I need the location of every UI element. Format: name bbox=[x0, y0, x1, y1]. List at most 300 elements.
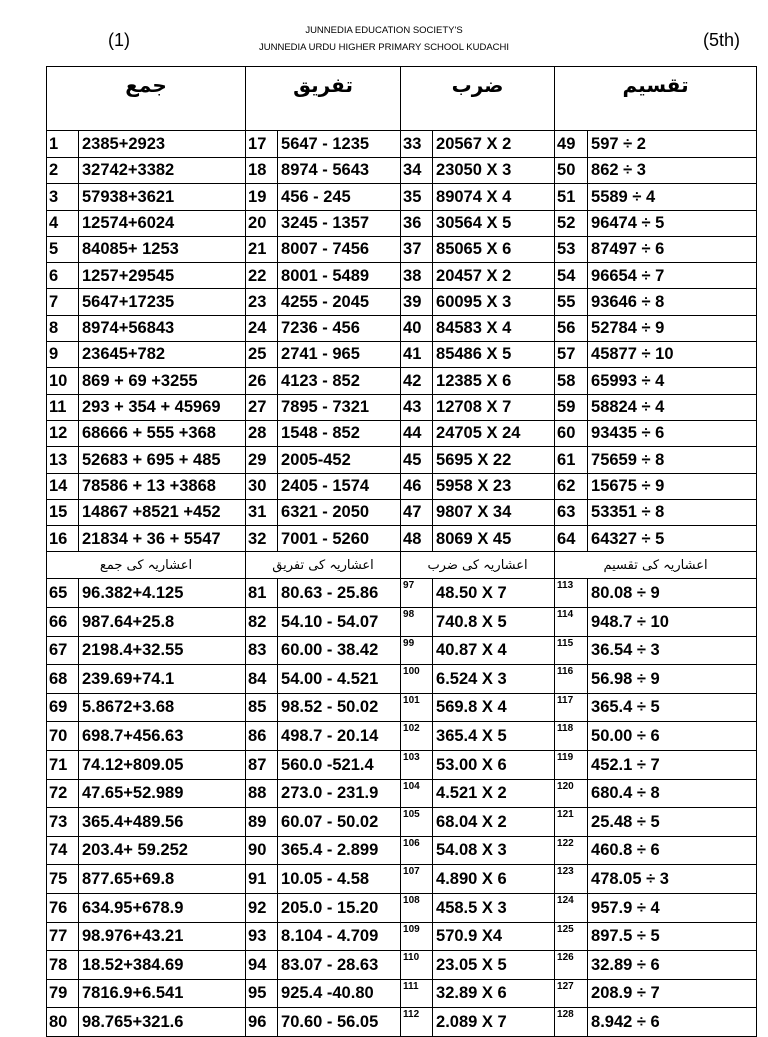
addition-problem-expression: 5647+17235 bbox=[79, 289, 246, 315]
multiplication-problem-number: 110 bbox=[401, 951, 433, 980]
addition-problem-number: 7 bbox=[47, 289, 79, 315]
division-problem-expression: 93435 ÷ 6 bbox=[588, 420, 757, 446]
division-problem-expression: 56.98 ÷ 9 bbox=[588, 665, 757, 694]
addition-problem-expression: 12574+6024 bbox=[79, 210, 246, 236]
problem-row bbox=[47, 473, 757, 499]
subtraction-problem-expression: 10.05 - 4.58 bbox=[278, 865, 401, 894]
addition-problem-expression: 98.976+43.21 bbox=[79, 922, 246, 951]
division-problem-expression: 65993 ÷ 4 bbox=[588, 368, 757, 394]
division-problem-expression: 25.48 ÷ 5 bbox=[588, 808, 757, 837]
addition-problem-number: 12 bbox=[47, 420, 79, 446]
addition-problem-number: 79 bbox=[47, 979, 79, 1008]
subtraction-problem-expression: 3245 - 1357 bbox=[278, 210, 401, 236]
subtraction-problem-number: 86 bbox=[246, 722, 278, 751]
multiplication-problem-number: 102 bbox=[401, 722, 433, 751]
multiplication-problem-expression: 84583 X 4 bbox=[433, 315, 555, 341]
addition-problem-expression: 78586 + 13 +3868 bbox=[79, 473, 246, 499]
multiplication-problem-expression: 5695 X 22 bbox=[433, 447, 555, 473]
subtraction-problem-number: 19 bbox=[246, 184, 278, 210]
problem-row bbox=[47, 722, 757, 751]
multiplication-problem-expression: 20457 X 2 bbox=[433, 263, 555, 289]
division-problem-number: 51 bbox=[555, 184, 588, 210]
subtraction-problem-expression: 560.0 -521.4 bbox=[278, 751, 401, 780]
multiplication-problem-expression: 20567 X 2 bbox=[433, 131, 555, 158]
problem-row bbox=[47, 394, 757, 420]
subtraction-problem-expression: 7236 - 456 bbox=[278, 315, 401, 341]
subtraction-problem-expression: 925.4 -40.80 bbox=[278, 979, 401, 1008]
division-problem-number: 119 bbox=[555, 751, 588, 780]
page-number: (1) bbox=[108, 30, 130, 50]
multiplication-problem-number: 108 bbox=[401, 893, 433, 922]
subtraction-problem-expression: 2005-452 bbox=[278, 447, 401, 473]
multiplication-problem-expression: 60095 X 3 bbox=[433, 289, 555, 315]
addition-problem-expression: 869 + 69 +3255 bbox=[79, 368, 246, 394]
problem-row bbox=[47, 779, 757, 808]
multiplication-problem-expression: 458.5 X 3 bbox=[433, 893, 555, 922]
multiplication-problem-number: 44 bbox=[401, 420, 433, 446]
addition-problem-expression: 47.65+52.989 bbox=[79, 779, 246, 808]
addition-problem-number: 71 bbox=[47, 751, 79, 780]
subtraction-problem-expression: 60.00 - 38.42 bbox=[278, 636, 401, 665]
subtraction-problem-expression: 8001 - 5489 bbox=[278, 263, 401, 289]
subtraction-problem-number: 18 bbox=[246, 158, 278, 184]
addition-problem-expression: 2385+2923 bbox=[79, 131, 246, 158]
division-problem-number: 52 bbox=[555, 210, 588, 236]
subtraction-problem-expression: 205.0 - 15.20 bbox=[278, 893, 401, 922]
problem-row bbox=[47, 236, 757, 262]
division-problem-number: 121 bbox=[555, 808, 588, 837]
subtraction-problem-number: 27 bbox=[246, 394, 278, 420]
subtraction-problem-expression: 365.4 - 2.899 bbox=[278, 836, 401, 865]
division-problem-expression: 460.8 ÷ 6 bbox=[588, 836, 757, 865]
division-problem-number: 64 bbox=[555, 526, 588, 552]
multiplication-problem-number: 109 bbox=[401, 922, 433, 951]
multiplication-problem-number: 111 bbox=[401, 979, 433, 1008]
addition-problem-expression: 21834 + 36 + 5547 bbox=[79, 526, 246, 552]
problem-row bbox=[47, 836, 757, 865]
addition-problem-expression: 98.765+321.6 bbox=[79, 1008, 246, 1037]
school-name: JUNNEDIA URDU HIGHER PRIMARY SCHOOL KUDACHI bbox=[258, 42, 510, 53]
subtraction-problem-number: 94 bbox=[246, 951, 278, 980]
multiplication-problem-number: 112 bbox=[401, 1008, 433, 1037]
addition-problem-expression: 96.382+4.125 bbox=[79, 579, 246, 608]
division-problem-number: 55 bbox=[555, 289, 588, 315]
division-problem-number: 122 bbox=[555, 836, 588, 865]
division-problem-number: 118 bbox=[555, 722, 588, 751]
division-problem-number: 117 bbox=[555, 693, 588, 722]
subtraction-problem-expression: 8.104 - 4.709 bbox=[278, 922, 401, 951]
multiplication-problem-expression: 9807 X 34 bbox=[433, 499, 555, 525]
multiplication-problem-expression: 5958 X 23 bbox=[433, 473, 555, 499]
addition-problem-number: 65 bbox=[47, 579, 79, 608]
multiplication-problem-expression: 570.9 X4 bbox=[433, 922, 555, 951]
multiplication-problem-number: 100 bbox=[401, 665, 433, 694]
problem-row bbox=[47, 447, 757, 473]
multiplication-problem-number: 39 bbox=[401, 289, 433, 315]
subtraction-problem-number: 93 bbox=[246, 922, 278, 951]
addition-problem-number: 68 bbox=[47, 665, 79, 694]
division-problem-expression: 75659 ÷ 8 bbox=[588, 447, 757, 473]
subtraction-problem-expression: 60.07 - 50.02 bbox=[278, 808, 401, 837]
division-problem-expression: 897.5 ÷ 5 bbox=[588, 922, 757, 951]
subtraction-problem-number: 88 bbox=[246, 779, 278, 808]
addition-problem-number: 2 bbox=[47, 158, 79, 184]
multiplication-problem-number: 43 bbox=[401, 394, 433, 420]
multiplication-problem-expression: 40.87 X 4 bbox=[433, 636, 555, 665]
addition-problem-expression: 8974+56843 bbox=[79, 315, 246, 341]
addition-problem-expression: 52683 + 695 + 485 bbox=[79, 447, 246, 473]
multiplication-problem-expression: 30564 X 5 bbox=[433, 210, 555, 236]
problem-row bbox=[47, 808, 757, 837]
division-problem-expression: 93646 ÷ 8 bbox=[588, 289, 757, 315]
division-problem-expression: 64327 ÷ 5 bbox=[588, 526, 757, 552]
subtraction-problem-number: 23 bbox=[246, 289, 278, 315]
addition-problem-number: 4 bbox=[47, 210, 79, 236]
addition-problem-number: 80 bbox=[47, 1008, 79, 1037]
problem-row bbox=[47, 526, 757, 552]
division-problem-expression: 478.05 ÷ 3 bbox=[588, 865, 757, 894]
section-titles-row bbox=[47, 67, 757, 131]
subtraction-problem-expression: 83.07 - 28.63 bbox=[278, 951, 401, 980]
subtraction-problem-expression: 98.52 - 50.02 bbox=[278, 693, 401, 722]
subtraction-problem-number: 85 bbox=[246, 693, 278, 722]
problem-row bbox=[47, 751, 757, 780]
multiplication-problem-number: 33 bbox=[401, 131, 433, 158]
multiplication-problem-number: 107 bbox=[401, 865, 433, 894]
multiplication-problem-expression: 32.89 X 6 bbox=[433, 979, 555, 1008]
multiplication-problem-number: 105 bbox=[401, 808, 433, 837]
subtraction-problem-number: 91 bbox=[246, 865, 278, 894]
division-problem-number: 60 bbox=[555, 420, 588, 446]
addition-problem-number: 10 bbox=[47, 368, 79, 394]
multiplication-problem-number: 103 bbox=[401, 751, 433, 780]
subtraction-problem-expression: 6321 - 2050 bbox=[278, 499, 401, 525]
multiplication-problem-number: 38 bbox=[401, 263, 433, 289]
problem-row bbox=[47, 499, 757, 525]
division-problem-expression: 96654 ÷ 7 bbox=[588, 263, 757, 289]
decimal-multiplication-title: اعشاریہ کی ضرب bbox=[401, 552, 555, 579]
problem-row bbox=[47, 420, 757, 446]
subtraction-problem-expression: 1548 - 852 bbox=[278, 420, 401, 446]
subtraction-problem-number: 20 bbox=[246, 210, 278, 236]
school-society-name: JUNNEDIA EDUCATION SOCIETY'S bbox=[305, 25, 463, 36]
multiplication-problem-expression: 23.05 X 5 bbox=[433, 951, 555, 980]
division-problem-expression: 15675 ÷ 9 bbox=[588, 473, 757, 499]
multiplication-problem-expression: 85486 X 5 bbox=[433, 342, 555, 368]
problem-row bbox=[47, 289, 757, 315]
division-problem-number: 114 bbox=[555, 608, 588, 637]
multiplication-problem-expression: 12708 X 7 bbox=[433, 394, 555, 420]
problem-row bbox=[47, 579, 757, 608]
addition-problem-number: 9 bbox=[47, 342, 79, 368]
division-problem-number: 127 bbox=[555, 979, 588, 1008]
subtraction-problem-expression: 7001 - 5260 bbox=[278, 526, 401, 552]
subtraction-problem-number: 17 bbox=[246, 131, 278, 158]
subtraction-problem-expression: 54.10 - 54.07 bbox=[278, 608, 401, 637]
problem-row bbox=[47, 608, 757, 637]
subtraction-problem-expression: 2405 - 1574 bbox=[278, 473, 401, 499]
subtraction-problem-number: 81 bbox=[246, 579, 278, 608]
addition-problem-expression: 32742+3382 bbox=[79, 158, 246, 184]
multiplication-problem-expression: 24705 X 24 bbox=[433, 420, 555, 446]
division-problem-expression: 452.1 ÷ 7 bbox=[588, 751, 757, 780]
addition-problem-expression: 987.64+25.8 bbox=[79, 608, 246, 637]
addition-problem-expression: 84085+ 1253 bbox=[79, 236, 246, 262]
subtraction-problem-number: 82 bbox=[246, 608, 278, 637]
problem-row bbox=[47, 893, 757, 922]
grade-label: (5th) bbox=[702, 30, 740, 50]
problem-row bbox=[47, 158, 757, 184]
addition-problem-number: 70 bbox=[47, 722, 79, 751]
multiplication-problem-number: 45 bbox=[401, 447, 433, 473]
division-problem-number: 62 bbox=[555, 473, 588, 499]
multiplication-problem-expression: 12385 X 6 bbox=[433, 368, 555, 394]
addition-problem-number: 78 bbox=[47, 951, 79, 980]
multiplication-problem-number: 104 bbox=[401, 779, 433, 808]
division-problem-number: 116 bbox=[555, 665, 588, 694]
division-problem-number: 63 bbox=[555, 499, 588, 525]
division-problem-expression: 58824 ÷ 4 bbox=[588, 394, 757, 420]
division-problem-number: 59 bbox=[555, 394, 588, 420]
problem-row bbox=[47, 210, 757, 236]
subtraction-problem-number: 95 bbox=[246, 979, 278, 1008]
addition-problem-expression: 293 + 354 + 45969 bbox=[79, 394, 246, 420]
addition-problem-number: 15 bbox=[47, 499, 79, 525]
addition-problem-number: 69 bbox=[47, 693, 79, 722]
addition-problem-expression: 2198.4+32.55 bbox=[79, 636, 246, 665]
addition-problem-expression: 203.4+ 59.252 bbox=[79, 836, 246, 865]
subtraction-problem-expression: 54.00 - 4.521 bbox=[278, 665, 401, 694]
problem-row bbox=[47, 315, 757, 341]
multiplication-problem-expression: 569.8 X 4 bbox=[433, 693, 555, 722]
addition-problem-number: 1 bbox=[47, 131, 79, 158]
subtraction-problem-expression: 7895 - 7321 bbox=[278, 394, 401, 420]
addition-problem-expression: 23645+782 bbox=[79, 342, 246, 368]
division-problem-expression: 96474 ÷ 5 bbox=[588, 210, 757, 236]
division-problem-expression: 87497 ÷ 6 bbox=[588, 236, 757, 262]
multiplication-problem-expression: 365.4 X 5 bbox=[433, 722, 555, 751]
addition-problem-number: 6 bbox=[47, 263, 79, 289]
addition-problem-expression: 68666 + 555 +368 bbox=[79, 420, 246, 446]
addition-problem-expression: 365.4+489.56 bbox=[79, 808, 246, 837]
division-problem-number: 57 bbox=[555, 342, 588, 368]
problem-row bbox=[47, 342, 757, 368]
addition-problem-number: 5 bbox=[47, 236, 79, 262]
problem-row bbox=[47, 693, 757, 722]
subtraction-problem-number: 22 bbox=[246, 263, 278, 289]
subtraction-problem-number: 92 bbox=[246, 893, 278, 922]
problem-row bbox=[47, 665, 757, 694]
division-problem-expression: 680.4 ÷ 8 bbox=[588, 779, 757, 808]
subtraction-problem-expression: 4255 - 2045 bbox=[278, 289, 401, 315]
multiplication-problem-number: 35 bbox=[401, 184, 433, 210]
subtraction-problem-expression: 70.60 - 56.05 bbox=[278, 1008, 401, 1037]
division-problem-number: 58 bbox=[555, 368, 588, 394]
subtraction-title: تفریق bbox=[246, 67, 401, 131]
division-problem-number: 125 bbox=[555, 922, 588, 951]
subtraction-problem-number: 26 bbox=[246, 368, 278, 394]
division-problem-number: 49 bbox=[555, 131, 588, 158]
division-problem-number: 53 bbox=[555, 236, 588, 262]
decimal-division-title: اعشاریہ کی تقسیم bbox=[555, 552, 757, 579]
addition-problem-number: 72 bbox=[47, 779, 79, 808]
division-problem-expression: 36.54 ÷ 3 bbox=[588, 636, 757, 665]
multiplication-problem-expression: 54.08 X 3 bbox=[433, 836, 555, 865]
division-problem-number: 50 bbox=[555, 158, 588, 184]
addition-problem-number: 76 bbox=[47, 893, 79, 922]
division-problem-expression: 53351 ÷ 8 bbox=[588, 499, 757, 525]
multiplication-problem-number: 36 bbox=[401, 210, 433, 236]
division-problem-number: 128 bbox=[555, 1008, 588, 1037]
multiplication-problem-number: 47 bbox=[401, 499, 433, 525]
multiplication-problem-number: 41 bbox=[401, 342, 433, 368]
multiplication-problem-expression: 53.00 X 6 bbox=[433, 751, 555, 780]
multiplication-problem-number: 40 bbox=[401, 315, 433, 341]
problem-row bbox=[47, 1008, 757, 1037]
subtraction-problem-expression: 8007 - 7456 bbox=[278, 236, 401, 262]
division-problem-expression: 80.08 ÷ 9 bbox=[588, 579, 757, 608]
subtraction-problem-expression: 498.7 - 20.14 bbox=[278, 722, 401, 751]
decimal-titles-row bbox=[47, 552, 757, 579]
division-problem-number: 124 bbox=[555, 893, 588, 922]
division-problem-expression: 32.89 ÷ 6 bbox=[588, 951, 757, 980]
problem-row bbox=[47, 951, 757, 980]
division-problem-expression: 597 ÷ 2 bbox=[588, 131, 757, 158]
addition-problem-number: 67 bbox=[47, 636, 79, 665]
decimal-subtraction-title: اعشاریہ کی تفریق bbox=[246, 552, 401, 579]
subtraction-problem-number: 21 bbox=[246, 236, 278, 262]
division-problem-number: 113 bbox=[555, 579, 588, 608]
addition-problem-expression: 1257+29545 bbox=[79, 263, 246, 289]
problem-row bbox=[47, 636, 757, 665]
addition-problem-expression: 7816.9+6.541 bbox=[79, 979, 246, 1008]
addition-problem-number: 11 bbox=[47, 394, 79, 420]
multiplication-problem-expression: 48.50 X 7 bbox=[433, 579, 555, 608]
addition-problem-expression: 18.52+384.69 bbox=[79, 951, 246, 980]
subtraction-problem-expression: 80.63 - 25.86 bbox=[278, 579, 401, 608]
subtraction-problem-expression: 2741 - 965 bbox=[278, 342, 401, 368]
problem-row bbox=[47, 131, 757, 158]
multiplication-problem-number: 42 bbox=[401, 368, 433, 394]
addition-problem-expression: 74.12+809.05 bbox=[79, 751, 246, 780]
subtraction-problem-expression: 5647 - 1235 bbox=[278, 131, 401, 158]
problem-row bbox=[47, 865, 757, 894]
division-problem-expression: 45877 ÷ 10 bbox=[588, 342, 757, 368]
problem-row bbox=[47, 979, 757, 1008]
division-problem-number: 123 bbox=[555, 865, 588, 894]
division-problem-expression: 948.7 ÷ 10 bbox=[588, 608, 757, 637]
multiplication-problem-number: 99 bbox=[401, 636, 433, 665]
multiplication-problem-expression: 68.04 X 2 bbox=[433, 808, 555, 837]
addition-problem-number: 75 bbox=[47, 865, 79, 894]
addition-problem-number: 16 bbox=[47, 526, 79, 552]
multiplication-problem-expression: 4.890 X 6 bbox=[433, 865, 555, 894]
division-problem-expression: 365.4 ÷ 5 bbox=[588, 693, 757, 722]
multiplication-problem-number: 34 bbox=[401, 158, 433, 184]
division-title: تقسیم bbox=[555, 67, 757, 131]
subtraction-problem-number: 84 bbox=[246, 665, 278, 694]
multiplication-problem-expression: 85065 X 6 bbox=[433, 236, 555, 262]
multiplication-problem-number: 37 bbox=[401, 236, 433, 262]
subtraction-problem-number: 24 bbox=[246, 315, 278, 341]
addition-problem-number: 8 bbox=[47, 315, 79, 341]
addition-problem-expression: 57938+3621 bbox=[79, 184, 246, 210]
division-problem-number: 126 bbox=[555, 951, 588, 980]
division-problem-expression: 8.942 ÷ 6 bbox=[588, 1008, 757, 1037]
multiplication-problem-expression: 2.089 X 7 bbox=[433, 1008, 555, 1037]
addition-problem-expression: 698.7+456.63 bbox=[79, 722, 246, 751]
problem-row bbox=[47, 263, 757, 289]
division-problem-expression: 862 ÷ 3 bbox=[588, 158, 757, 184]
addition-problem-expression: 5.8672+3.68 bbox=[79, 693, 246, 722]
division-problem-expression: 50.00 ÷ 6 bbox=[588, 722, 757, 751]
multiplication-problem-number: 46 bbox=[401, 473, 433, 499]
subtraction-problem-number: 28 bbox=[246, 420, 278, 446]
subtraction-problem-expression: 273.0 - 231.9 bbox=[278, 779, 401, 808]
multiplication-problem-number: 98 bbox=[401, 608, 433, 637]
subtraction-problem-number: 25 bbox=[246, 342, 278, 368]
multiplication-problem-number: 101 bbox=[401, 693, 433, 722]
worksheet-table bbox=[46, 66, 757, 1037]
division-problem-expression: 208.9 ÷ 7 bbox=[588, 979, 757, 1008]
multiplication-problem-expression: 23050 X 3 bbox=[433, 158, 555, 184]
addition-problem-number: 14 bbox=[47, 473, 79, 499]
division-problem-number: 56 bbox=[555, 315, 588, 341]
subtraction-problem-number: 87 bbox=[246, 751, 278, 780]
problem-row bbox=[47, 922, 757, 951]
multiplication-problem-expression: 4.521 X 2 bbox=[433, 779, 555, 808]
addition-title: جمع bbox=[47, 67, 246, 131]
multiplication-problem-expression: 6.524 X 3 bbox=[433, 665, 555, 694]
subtraction-problem-expression: 456 - 245 bbox=[278, 184, 401, 210]
addition-problem-number: 77 bbox=[47, 922, 79, 951]
division-problem-number: 54 bbox=[555, 263, 588, 289]
addition-problem-expression: 239.69+74.1 bbox=[79, 665, 246, 694]
multiplication-problem-expression: 8069 X 45 bbox=[433, 526, 555, 552]
subtraction-problem-number: 89 bbox=[246, 808, 278, 837]
addition-problem-number: 73 bbox=[47, 808, 79, 837]
division-problem-number: 115 bbox=[555, 636, 588, 665]
subtraction-problem-expression: 4123 - 852 bbox=[278, 368, 401, 394]
subtraction-problem-number: 29 bbox=[246, 447, 278, 473]
subtraction-problem-number: 96 bbox=[246, 1008, 278, 1037]
problem-row bbox=[47, 368, 757, 394]
multiplication-title: ضرب bbox=[401, 67, 555, 131]
addition-problem-expression: 634.95+678.9 bbox=[79, 893, 246, 922]
multiplication-problem-expression: 89074 X 4 bbox=[433, 184, 555, 210]
addition-problem-expression: 14867 +8521 +452 bbox=[79, 499, 246, 525]
addition-problem-number: 66 bbox=[47, 608, 79, 637]
subtraction-problem-number: 32 bbox=[246, 526, 278, 552]
subtraction-problem-expression: 8974 - 5643 bbox=[278, 158, 401, 184]
addition-problem-number: 13 bbox=[47, 447, 79, 473]
subtraction-problem-number: 30 bbox=[246, 473, 278, 499]
division-problem-expression: 52784 ÷ 9 bbox=[588, 315, 757, 341]
division-problem-expression: 957.9 ÷ 4 bbox=[588, 893, 757, 922]
multiplication-problem-number: 48 bbox=[401, 526, 433, 552]
addition-problem-number: 3 bbox=[47, 184, 79, 210]
subtraction-problem-number: 90 bbox=[246, 836, 278, 865]
division-problem-number: 120 bbox=[555, 779, 588, 808]
division-problem-expression: 5589 ÷ 4 bbox=[588, 184, 757, 210]
addition-problem-number: 74 bbox=[47, 836, 79, 865]
problem-row bbox=[47, 184, 757, 210]
multiplication-problem-number: 106 bbox=[401, 836, 433, 865]
division-problem-number: 61 bbox=[555, 447, 588, 473]
subtraction-problem-number: 83 bbox=[246, 636, 278, 665]
decimal-addition-title: اعشاریہ کی جمع bbox=[47, 552, 246, 579]
multiplication-problem-expression: 740.8 X 5 bbox=[433, 608, 555, 637]
